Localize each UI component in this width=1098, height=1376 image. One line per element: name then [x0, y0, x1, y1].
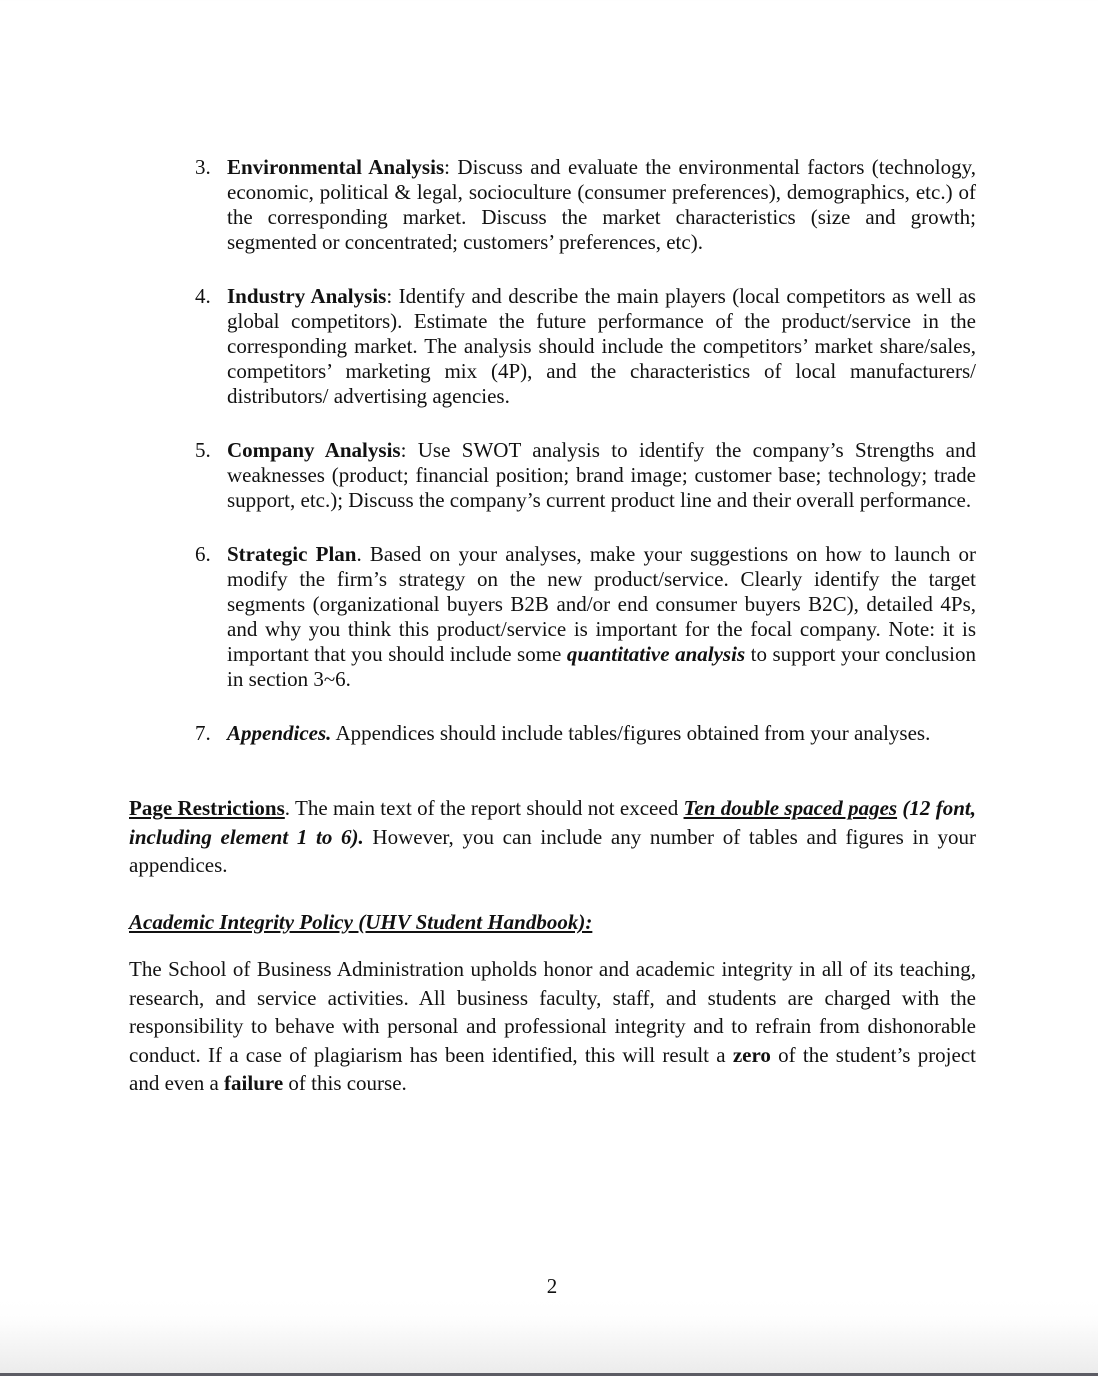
paragraph-text: However, you can include any number of tables and figures in your appendices.: [129, 824, 976, 878]
list-item-company-analysis: [195, 438, 976, 513]
font-note: (12 font, including element 1 to 6).: [129, 796, 976, 849]
item-number: 3.: [195, 155, 211, 179]
item-number: 4.: [195, 284, 211, 308]
item-number: 7.: [195, 721, 211, 745]
page-restrictions-paragraph: [129, 794, 976, 880]
page-restrictions-heading: Page Restrictions: [129, 796, 285, 820]
paragraph-text: The School of Business Administration upholds honor and academic integrity in all of its teaching, research, and service activities. All business faculty, staff, and students are charged with the responsibility to behave with personal and professional integrity and to refrain from dishonorable conduct. If a case of plagiarism has been identified, this will result a: [129, 957, 976, 1067]
item-text: : Identify and describe the main players (local competitors as well as global competitors). Estimate the future performance of the product/service in the corresponding market. The analysis should include the competitors’ market share/sales, competitors’ marketing mix (4P), and the characteristics of local manufacturers/ distributors/ advertising agencies.: [227, 284, 976, 408]
item-text: . Based on your analyses, make your suggestions on how to launch or modify the firm’s strategy on the new product/service. Clearly identify the target segments (organizational buyers B2B and/or end consumer buyers B2C), detailed 4Ps, and why you think this product/service is important for the focal company. Note: it is important that you should include some: [227, 542, 976, 666]
paragraph-text: . The main text of the report should not exceed: [284, 796, 684, 820]
item-title: Environmental Analysis: [227, 155, 445, 179]
page-number: 2: [546, 1274, 558, 1298]
failure-emphasis: failure: [224, 1071, 284, 1096]
list-item-environmental-analysis: [195, 155, 976, 255]
paragraph-text: of this course.: [283, 1071, 407, 1096]
item-title: Company Analysis: [227, 438, 401, 462]
item-title: Strategic Plan: [227, 542, 357, 566]
item-text-2: to support your conclusion in section 3~6.: [227, 642, 977, 691]
academic-integrity-heading: [129, 908, 976, 937]
paragraph-text: of the student’s project and even a: [129, 1042, 976, 1096]
list-item-strategic-plan: [195, 542, 976, 692]
item-number: 6.: [195, 542, 211, 566]
item-title: Industry Analysis: [227, 284, 387, 308]
zero-emphasis: zero: [732, 1042, 771, 1067]
item-emphasis: quantitative analysis: [566, 642, 746, 666]
item-text: Appendices should include tables/figures obtained from your analyses.: [331, 721, 931, 745]
academic-integrity-paragraph: [129, 955, 976, 1098]
page-limit-emphasis: Ten double spaced pages: [683, 796, 898, 820]
list-item-appendices: [195, 721, 976, 746]
item-title: Appendices.: [227, 721, 332, 745]
item-text: : Discuss and evaluate the environmental factors (technology, economic, political & legal, socioculture (consumer preferences), demographics, etc.) of the corresponding market. Discuss the market characteristics (size and growth; segmented or concentrated; customers’ preferences, etc).: [227, 155, 977, 254]
report-elements-list: [195, 155, 976, 775]
item-text: : Use SWOT analysis to identify the company’s Strengths and weaknesses (product; financial position; brand image; customer base; technology; trade support, etc.); Discuss the company’s current product line and their overall performance.: [227, 438, 976, 512]
heading-text: Academic Integrity Policy (UHV Student Handbook):: [129, 910, 593, 934]
item-number: 5.: [195, 438, 211, 462]
list-item-industry-analysis: [195, 284, 976, 409]
